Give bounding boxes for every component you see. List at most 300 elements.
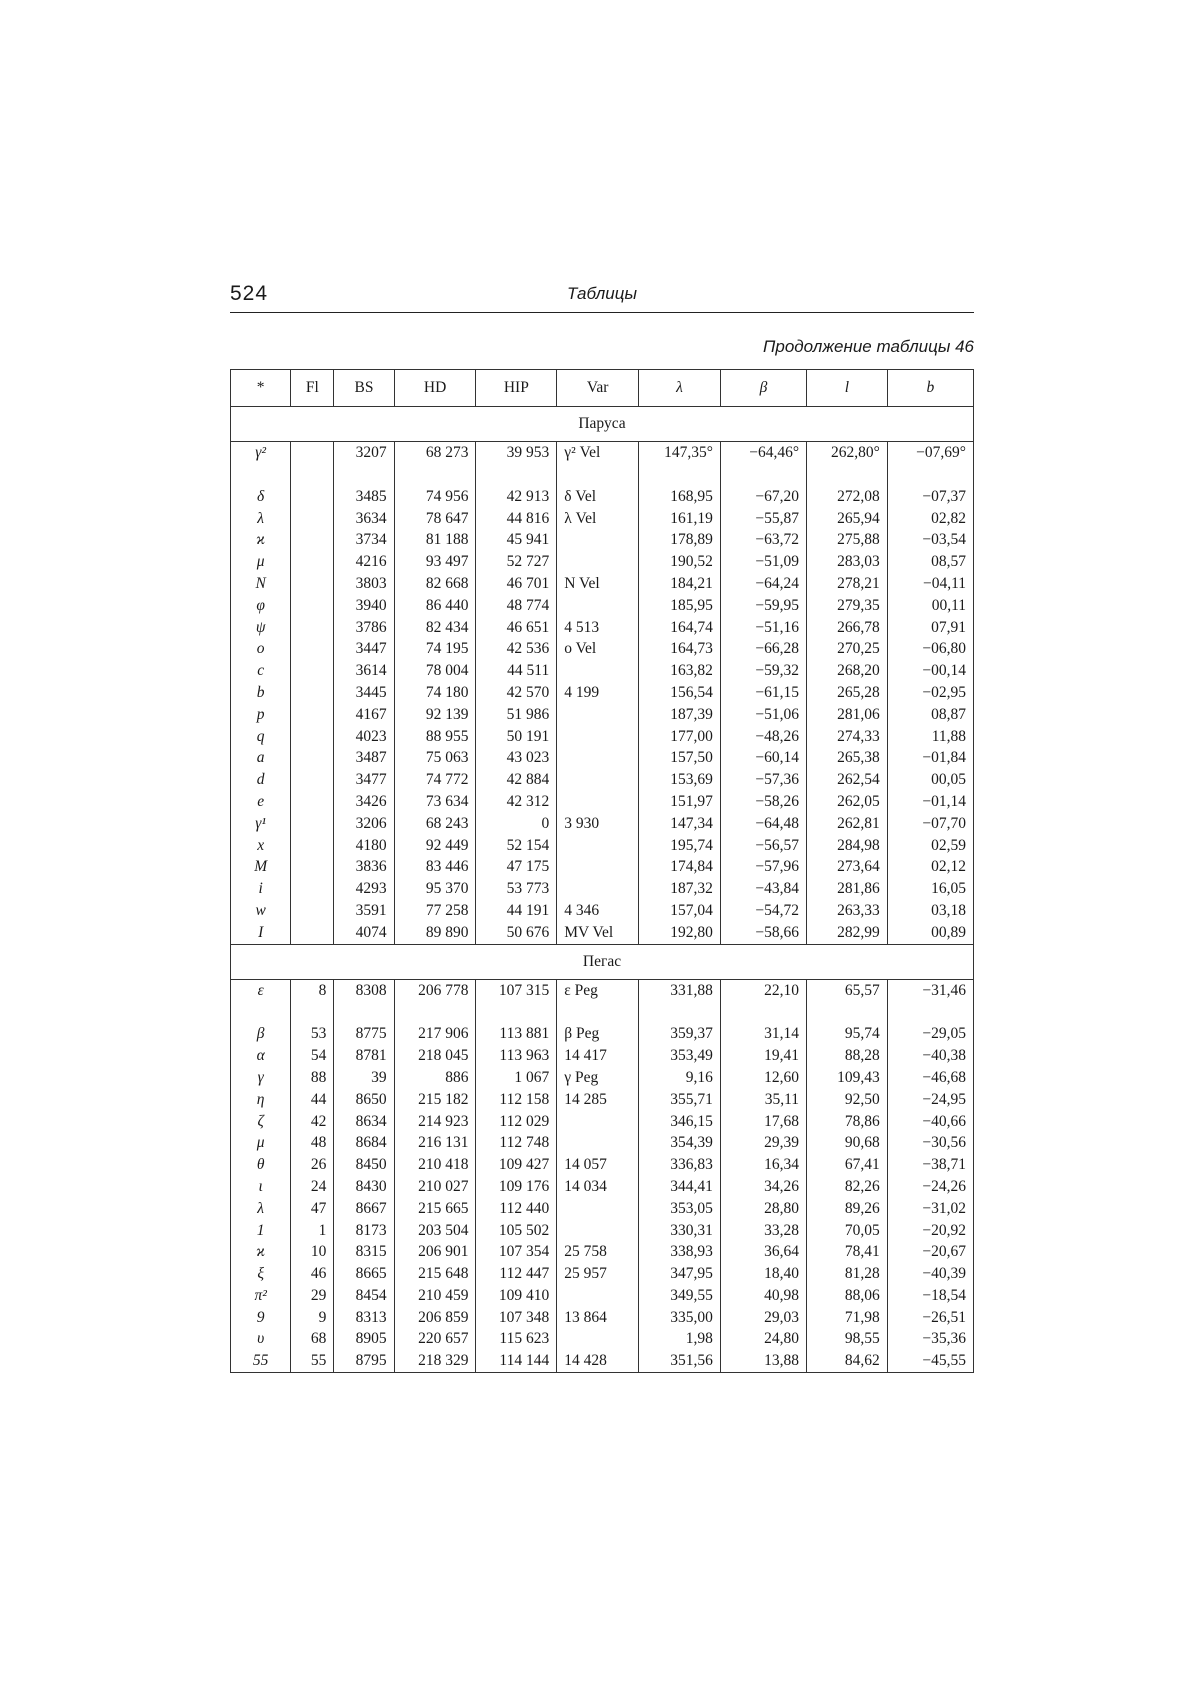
ecliptic-latitude-cell: 29,03 <box>720 1307 806 1329</box>
star-designation-cell: α <box>231 1045 291 1067</box>
table-body <box>231 407 974 1373</box>
ecliptic-latitude-cell: −61,15 <box>720 682 806 704</box>
ecliptic-latitude-cell: −59,95 <box>720 595 806 617</box>
galactic-longitude-cell: 67,41 <box>807 1154 888 1176</box>
table-row <box>231 1089 974 1111</box>
hip-cell: 43 023 <box>476 747 557 769</box>
bs-cell: 8795 <box>334 1350 394 1372</box>
hip-cell: 42 913 <box>476 486 557 508</box>
table-row <box>231 617 974 639</box>
bs-cell: 4167 <box>334 704 394 726</box>
constellation-name: Пегас <box>231 944 974 979</box>
galactic-latitude-cell: −24,26 <box>887 1176 973 1198</box>
galactic-longitude-cell: 265,38 <box>807 747 888 769</box>
variable-cell: 4 199 <box>557 682 639 704</box>
flamsteed-cell: 9 <box>291 1307 334 1329</box>
galactic-longitude-cell: 82,26 <box>807 1176 888 1198</box>
table-row <box>231 704 974 726</box>
table-row <box>231 551 974 573</box>
variable-cell: β Peg <box>557 1023 639 1045</box>
hd-cell: 77 258 <box>394 900 476 922</box>
variable-cell: 14 057 <box>557 1154 639 1176</box>
galactic-longitude-cell: 270,25 <box>807 638 888 660</box>
ecliptic-longitude-cell: 168,95 <box>639 486 721 508</box>
table-row <box>231 1307 974 1329</box>
ecliptic-latitude-cell: −48,26 <box>720 726 806 748</box>
bs-cell: 8454 <box>334 1285 394 1307</box>
hd-cell: 210 027 <box>394 1176 476 1198</box>
star-designation-cell: η <box>231 1089 291 1111</box>
header-rule <box>230 312 974 313</box>
flamsteed-cell <box>291 726 334 748</box>
ecliptic-latitude-cell: −60,14 <box>720 747 806 769</box>
variable-cell <box>557 726 639 748</box>
star-designation-cell: ξ <box>231 1263 291 1285</box>
hip-cell: 42 536 <box>476 638 557 660</box>
variable-cell: δ Vel <box>557 486 639 508</box>
hip-cell: 114 144 <box>476 1350 557 1372</box>
variable-cell: γ Peg <box>557 1067 639 1089</box>
ecliptic-longitude-cell: 157,50 <box>639 747 721 769</box>
flamsteed-cell: 88 <box>291 1067 334 1089</box>
galactic-latitude-cell: −31,46 <box>887 979 973 1023</box>
galactic-latitude-cell: 08,87 <box>887 704 973 726</box>
flamsteed-cell <box>291 486 334 508</box>
flamsteed-cell: 46 <box>291 1263 334 1285</box>
galactic-latitude-cell: −06,80 <box>887 638 973 660</box>
galactic-longitude-cell: 81,28 <box>807 1263 888 1285</box>
bs-cell: 8684 <box>334 1132 394 1154</box>
galactic-latitude-cell: 00,89 <box>887 922 973 944</box>
ecliptic-latitude-cell: 40,98 <box>720 1285 806 1307</box>
ecliptic-longitude-cell: 355,71 <box>639 1089 721 1111</box>
ecliptic-longitude-cell: 335,00 <box>639 1307 721 1329</box>
table-row <box>231 660 974 682</box>
table-row <box>231 1067 974 1089</box>
galactic-longitude-cell: 262,81 <box>807 813 888 835</box>
flamsteed-cell: 1 <box>291 1220 334 1242</box>
bs-cell: 3485 <box>334 486 394 508</box>
hip-cell: 112 748 <box>476 1132 557 1154</box>
running-title: Таблицы <box>567 284 637 303</box>
variable-cell: MV Vel <box>557 922 639 944</box>
galactic-longitude-cell: 283,03 <box>807 551 888 573</box>
ecliptic-longitude-cell: 349,55 <box>639 1285 721 1307</box>
star-designation-cell: 55 <box>231 1350 291 1372</box>
bs-cell: 3487 <box>334 747 394 769</box>
table-continuation-caption: Продолжение таблицы 46 <box>763 337 974 356</box>
star-designation-cell: e <box>231 791 291 813</box>
galactic-longitude-cell: 263,33 <box>807 900 888 922</box>
hip-cell: 1 067 <box>476 1067 557 1089</box>
bs-cell: 4180 <box>334 835 394 857</box>
ecliptic-longitude-cell: 174,84 <box>639 856 721 878</box>
galactic-longitude-cell: 284,98 <box>807 835 888 857</box>
table-row <box>231 442 974 486</box>
galactic-latitude-cell: 02,12 <box>887 856 973 878</box>
bs-cell: 3207 <box>334 442 394 486</box>
ecliptic-latitude-cell: 12,60 <box>720 1067 806 1089</box>
hd-cell: 74 956 <box>394 486 476 508</box>
hip-cell: 50 676 <box>476 922 557 944</box>
hd-cell: 82 434 <box>394 617 476 639</box>
section-header-row <box>231 944 974 979</box>
table-row <box>231 1198 974 1220</box>
hip-cell: 107 354 <box>476 1241 557 1263</box>
bs-cell: 3591 <box>334 900 394 922</box>
star-designation-cell: q <box>231 726 291 748</box>
ecliptic-longitude-cell: 153,69 <box>639 769 721 791</box>
bs-cell: 4074 <box>334 922 394 944</box>
galactic-longitude-cell: 92,50 <box>807 1089 888 1111</box>
ecliptic-longitude-cell: 338,93 <box>639 1241 721 1263</box>
star-designation-cell: i <box>231 878 291 900</box>
galactic-longitude-cell: 266,78 <box>807 617 888 639</box>
ecliptic-longitude-cell: 178,89 <box>639 529 721 551</box>
ecliptic-latitude-cell: 29,39 <box>720 1132 806 1154</box>
galactic-latitude-cell: −29,05 <box>887 1023 973 1045</box>
galactic-latitude-cell: −03,54 <box>887 529 973 551</box>
hip-cell: 42 312 <box>476 791 557 813</box>
variable-cell: 14 417 <box>557 1045 639 1067</box>
bs-cell: 8634 <box>334 1111 394 1133</box>
galactic-longitude-cell: 274,33 <box>807 726 888 748</box>
hip-cell: 45 941 <box>476 529 557 551</box>
hip-cell: 0 <box>476 813 557 835</box>
table-row <box>231 922 974 944</box>
star-designation-cell: o <box>231 638 291 660</box>
star-designation-cell: p <box>231 704 291 726</box>
galactic-longitude-cell: 78,86 <box>807 1111 888 1133</box>
galactic-longitude-cell: 262,80° <box>807 442 888 486</box>
table-row <box>231 747 974 769</box>
variable-cell <box>557 747 639 769</box>
flamsteed-cell: 10 <box>291 1241 334 1263</box>
hd-cell: 92 139 <box>394 704 476 726</box>
hd-cell: 78 004 <box>394 660 476 682</box>
table-row <box>231 1241 974 1263</box>
hd-cell: 218 045 <box>394 1045 476 1067</box>
table-row <box>231 726 974 748</box>
bs-cell: 3940 <box>334 595 394 617</box>
hd-cell: 215 665 <box>394 1198 476 1220</box>
variable-cell: 4 346 <box>557 900 639 922</box>
ecliptic-latitude-cell: −51,16 <box>720 617 806 639</box>
flamsteed-cell <box>291 922 334 944</box>
flamsteed-cell <box>291 529 334 551</box>
galactic-latitude-cell: −35,36 <box>887 1328 973 1350</box>
hip-cell: 52 727 <box>476 551 557 573</box>
flamsteed-cell: 8 <box>291 979 334 1023</box>
hip-cell: 112 029 <box>476 1111 557 1133</box>
hip-cell: 46 701 <box>476 573 557 595</box>
galactic-longitude-cell: 262,54 <box>807 769 888 791</box>
star-designation-cell: λ <box>231 1198 291 1220</box>
table-row <box>231 573 974 595</box>
hd-cell: 74 180 <box>394 682 476 704</box>
ecliptic-longitude-cell: 353,49 <box>639 1045 721 1067</box>
column-header-star: * <box>231 370 291 407</box>
variable-cell <box>557 1285 639 1307</box>
bs-cell: 8315 <box>334 1241 394 1263</box>
galactic-latitude-cell: −01,14 <box>887 791 973 813</box>
hd-cell: 206 901 <box>394 1241 476 1263</box>
flamsteed-cell <box>291 638 334 660</box>
hip-cell: 105 502 <box>476 1220 557 1242</box>
bs-cell: 3477 <box>334 769 394 791</box>
variable-cell <box>557 595 639 617</box>
galactic-latitude-cell: −07,70 <box>887 813 973 835</box>
table-row <box>231 813 974 835</box>
flamsteed-cell: 53 <box>291 1023 334 1045</box>
flamsteed-cell: 24 <box>291 1176 334 1198</box>
star-designation-cell: M <box>231 856 291 878</box>
variable-cell <box>557 835 639 857</box>
table-row <box>231 878 974 900</box>
galactic-latitude-cell: 02,82 <box>887 508 973 530</box>
ecliptic-latitude-cell: −55,87 <box>720 508 806 530</box>
galactic-latitude-cell: −40,66 <box>887 1111 973 1133</box>
ecliptic-longitude-cell: 1,98 <box>639 1328 721 1350</box>
hd-cell: 82 668 <box>394 573 476 595</box>
star-designation-cell: x <box>231 835 291 857</box>
ecliptic-latitude-cell: 31,14 <box>720 1023 806 1045</box>
variable-cell: 25 957 <box>557 1263 639 1285</box>
bs-cell: 8450 <box>334 1154 394 1176</box>
ecliptic-latitude-cell: 17,68 <box>720 1111 806 1133</box>
hd-cell: 203 504 <box>394 1220 476 1242</box>
ecliptic-latitude-cell: 28,80 <box>720 1198 806 1220</box>
hd-cell: 74 772 <box>394 769 476 791</box>
hip-cell: 44 511 <box>476 660 557 682</box>
star-designation-cell: I <box>231 922 291 944</box>
ecliptic-latitude-cell: −51,06 <box>720 704 806 726</box>
variable-cell: γ² Vel <box>557 442 639 486</box>
table-row <box>231 1220 974 1242</box>
hip-cell: 48 774 <box>476 595 557 617</box>
star-designation-cell: ψ <box>231 617 291 639</box>
ecliptic-longitude-cell: 331,88 <box>639 979 721 1023</box>
bs-cell: 3445 <box>334 682 394 704</box>
star-designation-cell: υ <box>231 1328 291 1350</box>
ecliptic-longitude-cell: 353,05 <box>639 1198 721 1220</box>
star-designation-cell: d <box>231 769 291 791</box>
ecliptic-longitude-cell: 347,95 <box>639 1263 721 1285</box>
galactic-longitude-cell: 88,28 <box>807 1045 888 1067</box>
variable-cell: N Vel <box>557 573 639 595</box>
ecliptic-longitude-cell: 192,80 <box>639 922 721 944</box>
hip-cell: 115 623 <box>476 1328 557 1350</box>
ecliptic-longitude-cell: 157,04 <box>639 900 721 922</box>
galactic-latitude-cell: 02,59 <box>887 835 973 857</box>
flamsteed-cell <box>291 813 334 835</box>
variable-cell: λ Vel <box>557 508 639 530</box>
galactic-latitude-cell: −38,71 <box>887 1154 973 1176</box>
galactic-latitude-cell: 16,05 <box>887 878 973 900</box>
ecliptic-latitude-cell: 18,40 <box>720 1263 806 1285</box>
table-header-row <box>231 370 974 407</box>
ecliptic-latitude-cell: −59,32 <box>720 660 806 682</box>
hd-cell: 214 923 <box>394 1111 476 1133</box>
flamsteed-cell <box>291 508 334 530</box>
variable-cell <box>557 856 639 878</box>
bs-cell: 39 <box>334 1067 394 1089</box>
star-designation-cell: μ <box>231 1132 291 1154</box>
flamsteed-cell: 42 <box>291 1111 334 1133</box>
hd-cell: 217 906 <box>394 1023 476 1045</box>
bs-cell: 8665 <box>334 1263 394 1285</box>
table-row <box>231 1328 974 1350</box>
flamsteed-cell <box>291 551 334 573</box>
column-header-bs: BS <box>334 370 394 407</box>
galactic-longitude-cell: 262,05 <box>807 791 888 813</box>
star-designation-cell: ϰ <box>231 1241 291 1263</box>
flamsteed-cell: 55 <box>291 1350 334 1372</box>
galactic-longitude-cell: 265,94 <box>807 508 888 530</box>
galactic-longitude-cell: 78,41 <box>807 1241 888 1263</box>
table-row <box>231 1176 974 1198</box>
hip-cell: 39 953 <box>476 442 557 486</box>
table-row <box>231 1045 974 1067</box>
ecliptic-latitude-cell: 19,41 <box>720 1045 806 1067</box>
hd-cell: 86 440 <box>394 595 476 617</box>
ecliptic-longitude-cell: 330,31 <box>639 1220 721 1242</box>
hd-cell: 206 859 <box>394 1307 476 1329</box>
hip-cell: 50 191 <box>476 726 557 748</box>
ecliptic-latitude-cell: 34,26 <box>720 1176 806 1198</box>
star-designation-cell: N <box>231 573 291 595</box>
flamsteed-cell <box>291 900 334 922</box>
flamsteed-cell <box>291 704 334 726</box>
hip-cell: 112 440 <box>476 1198 557 1220</box>
hd-cell: 220 657 <box>394 1328 476 1350</box>
variable-cell: 14 428 <box>557 1350 639 1372</box>
galactic-latitude-cell: −00,14 <box>887 660 973 682</box>
bs-cell: 8313 <box>334 1307 394 1329</box>
bs-cell: 3206 <box>334 813 394 835</box>
flamsteed-cell <box>291 442 334 486</box>
hip-cell: 109 176 <box>476 1176 557 1198</box>
variable-cell: ε Peg <box>557 979 639 1023</box>
bs-cell: 8775 <box>334 1023 394 1045</box>
ecliptic-longitude-cell: 351,56 <box>639 1350 721 1372</box>
variable-cell <box>557 1111 639 1133</box>
hip-cell: 107 348 <box>476 1307 557 1329</box>
galactic-longitude-cell: 70,05 <box>807 1220 888 1242</box>
star-designation-cell: γ <box>231 1067 291 1089</box>
hip-cell: 113 963 <box>476 1045 557 1067</box>
galactic-latitude-cell: 07,91 <box>887 617 973 639</box>
galactic-latitude-cell: 00,05 <box>887 769 973 791</box>
hip-cell: 113 881 <box>476 1023 557 1045</box>
table-row <box>231 835 974 857</box>
star-designation-cell: π² <box>231 1285 291 1307</box>
ecliptic-longitude-cell: 156,54 <box>639 682 721 704</box>
star-designation-cell: λ <box>231 508 291 530</box>
flamsteed-cell <box>291 617 334 639</box>
ecliptic-latitude-cell: −56,57 <box>720 835 806 857</box>
hd-cell: 75 063 <box>394 747 476 769</box>
flamsteed-cell <box>291 769 334 791</box>
ecliptic-longitude-cell: 9,16 <box>639 1067 721 1089</box>
ecliptic-latitude-cell: −64,46° <box>720 442 806 486</box>
ecliptic-longitude-cell: 187,39 <box>639 704 721 726</box>
variable-cell <box>557 551 639 573</box>
ecliptic-longitude-cell: 344,41 <box>639 1176 721 1198</box>
variable-cell <box>557 1132 639 1154</box>
hd-cell: 78 647 <box>394 508 476 530</box>
galactic-longitude-cell: 98,55 <box>807 1328 888 1350</box>
galactic-latitude-cell: 03,18 <box>887 900 973 922</box>
hip-cell: 112 158 <box>476 1089 557 1111</box>
hd-cell: 95 370 <box>394 878 476 900</box>
hd-cell: 81 188 <box>394 529 476 551</box>
table-row <box>231 486 974 508</box>
variable-cell: 25 758 <box>557 1241 639 1263</box>
ecliptic-latitude-cell: 24,80 <box>720 1328 806 1350</box>
ecliptic-longitude-cell: 359,37 <box>639 1023 721 1045</box>
hip-cell: 46 651 <box>476 617 557 639</box>
hip-cell: 47 175 <box>476 856 557 878</box>
star-designation-cell: δ <box>231 486 291 508</box>
ecliptic-latitude-cell: −51,09 <box>720 551 806 573</box>
ecliptic-latitude-cell: 22,10 <box>720 979 806 1023</box>
galactic-longitude-cell: 268,20 <box>807 660 888 682</box>
hd-cell: 215 182 <box>394 1089 476 1111</box>
ecliptic-latitude-cell: −43,84 <box>720 878 806 900</box>
hd-cell: 886 <box>394 1067 476 1089</box>
table-row <box>231 791 974 813</box>
star-designation-cell: ι <box>231 1176 291 1198</box>
variable-cell: 13 864 <box>557 1307 639 1329</box>
hd-cell: 215 648 <box>394 1263 476 1285</box>
table-row <box>231 856 974 878</box>
hip-cell: 51 986 <box>476 704 557 726</box>
ecliptic-latitude-cell: −57,36 <box>720 769 806 791</box>
flamsteed-cell: 54 <box>291 1045 334 1067</box>
ecliptic-longitude-cell: 346,15 <box>639 1111 721 1133</box>
bs-cell: 8905 <box>334 1328 394 1350</box>
table-row <box>231 529 974 551</box>
hd-cell: 210 459 <box>394 1285 476 1307</box>
ecliptic-longitude-cell: 147,35° <box>639 442 721 486</box>
table-row <box>231 769 974 791</box>
ecliptic-longitude-cell: 177,00 <box>639 726 721 748</box>
hip-cell: 44 191 <box>476 900 557 922</box>
galactic-latitude-cell: −20,67 <box>887 1241 973 1263</box>
flamsteed-cell: 47 <box>291 1198 334 1220</box>
star-designation-cell: ϰ <box>231 529 291 551</box>
column-header-beta: β <box>720 370 806 407</box>
flamsteed-cell <box>291 595 334 617</box>
ecliptic-latitude-cell: −57,96 <box>720 856 806 878</box>
bs-cell: 3614 <box>334 660 394 682</box>
flamsteed-cell <box>291 835 334 857</box>
star-designation-cell: μ <box>231 551 291 573</box>
galactic-longitude-cell: 279,35 <box>807 595 888 617</box>
ecliptic-latitude-cell: −67,20 <box>720 486 806 508</box>
hip-cell: 44 816 <box>476 508 557 530</box>
hd-cell: 216 131 <box>394 1132 476 1154</box>
bs-cell: 8430 <box>334 1176 394 1198</box>
ecliptic-latitude-cell: −64,24 <box>720 573 806 595</box>
bs-cell: 3447 <box>334 638 394 660</box>
bs-cell: 3634 <box>334 508 394 530</box>
hd-cell: 206 778 <box>394 979 476 1023</box>
constellation-name: Паруса <box>231 407 974 442</box>
galactic-longitude-cell: 90,68 <box>807 1132 888 1154</box>
variable-cell: 4 513 <box>557 617 639 639</box>
